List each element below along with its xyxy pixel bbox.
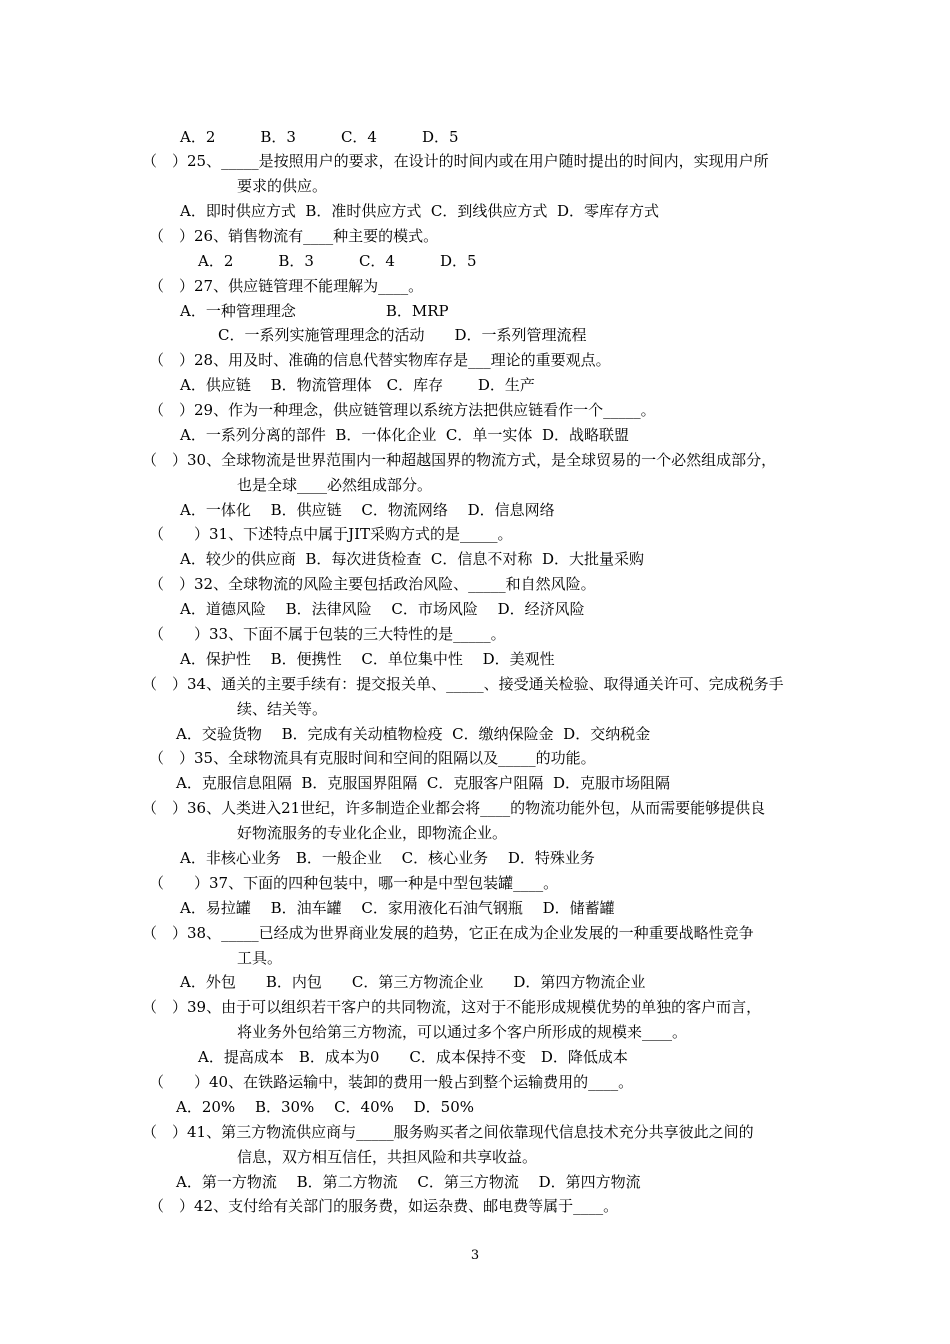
text-line: 信息，双方相互信任，共担风险和共享收益。 xyxy=(237,1148,538,1166)
text-line: A．提高成本 B．成本为0 C．成本保持不变 D．降低成本 xyxy=(198,1048,628,1066)
text-line: （ ）29、作为一种理念，供应链管理以系统方法把供应链看作一个_____。 xyxy=(149,401,656,419)
text-line: A．一种管理理念 B．MRP xyxy=(180,302,449,320)
text-line: 要求的供应。 xyxy=(237,177,328,195)
text-line: （ ）37、下面的四种包装中，哪一种是中型包装罐____。 xyxy=(149,874,559,892)
text-line: （ ）36、人类进入21世纪，许多制造企业都会将____的物流功能外包，从而需要能够提供良 xyxy=(142,799,766,817)
text-line: （ ）38、_____已经成为世界商业发展的趋势，它正在成为企业发展的一种重要战略性竞争 xyxy=(142,924,754,942)
text-line: C．一系列实施管理理念的活动 D．一系列管理流程 xyxy=(218,326,587,344)
text-line: （ ）39、由于可以组织若干客户的共同物流，这对于不能形成规模优势的单独的客户而言， xyxy=(142,998,762,1016)
text-line: 续、结关等。 xyxy=(237,700,328,718)
text-line: A．2 B．3 C．4 D．5 xyxy=(180,128,459,146)
text-line: A．克服信息阻隔 B．克服国界阻隔 C．克服客户阻隔 D．克服市场阻隔 xyxy=(176,774,670,792)
text-line: A．第一方物流 B．第二方物流 C．第三方物流 D．第四方物流 xyxy=(176,1173,641,1191)
text-line: A．易拉罐 B．油车罐 C．家用液化石油气钢瓶 D．储蓄罐 xyxy=(180,899,615,917)
text-line: A．供应链 B．物流管理体 C．库存 D．生产 xyxy=(180,376,535,394)
text-line: （ ）40、在铁路运输中，装卸的费用一般占到整个运输费用的____。 xyxy=(149,1073,634,1091)
text-line: （ ）27、供应链管理不能理解为____。 xyxy=(149,277,424,295)
text-line: A．20% B．30% C．40% D．50% xyxy=(176,1098,475,1116)
text-line: （ ）35、全球物流具有克服时间和空间的阻隔以及_____的功能。 xyxy=(149,749,596,767)
text-line: 工具。 xyxy=(237,949,283,967)
text-line: （ ）33、下面不属于包装的三大特性的是_____。 xyxy=(149,625,506,643)
text-line: 好物流服务的专业化企业，即物流企业。 xyxy=(237,824,508,842)
text-line: （ ）28、用及时、准确的信息代替实物库存是___理论的重要观点。 xyxy=(149,351,611,369)
text-line: （ ）32、全球物流的风险主要包括政治风险、_____和自然风险。 xyxy=(149,575,596,593)
text-line: （ ）41、第三方物流供应商与_____服务购买者之间依靠现代信息技术充分共享彼此之间的 xyxy=(142,1123,754,1141)
text-line: （ ）31、下述特点中属于JIT采购方式的是_____。 xyxy=(149,525,513,543)
text-line: （ ）25、_____是按照用户的要求，在设计的时间内或在用户随时提出的时间内，实现用户所 xyxy=(142,152,769,170)
text-line: A．即时供应方式 B．准时供应方式 C．到线供应方式 D．零库存方式 xyxy=(180,202,659,220)
text-line: （ ）30、全球物流是世界范围内一种超越国界的物流方式，是全球贸易的一个必然组成部分， xyxy=(142,451,777,469)
text-line: A．2 B．3 C．4 D．5 xyxy=(198,252,477,270)
text-line: （ ）42、支付给有关部门的服务费，如运杂费、邮电费等属于____。 xyxy=(149,1197,619,1215)
text-line: A．一体化 B．供应链 C．物流网络 D．信息网络 xyxy=(180,501,555,519)
text-line: A．非核心业务 B．一般企业 C．核心业务 D．特殊业务 xyxy=(180,849,595,867)
text-line: A．外包 B．内包 C．第三方物流企业 D．第四方物流企业 xyxy=(180,973,646,991)
text-line: A．交验货物 B．完成有关动植物检疫 C．缴纳保险金 D．交纳税金 xyxy=(176,725,651,743)
text-line: A．道德风险 B．法律风险 C．市场风险 D．经济风险 xyxy=(180,600,585,618)
text-line: （ ）34、通关的主要手续有：提交报关单、_____、接受通关检验、取得通关许可、完成税务手 xyxy=(142,675,784,693)
page-number: 3 xyxy=(470,1248,480,1263)
text-line: （ ）26、销售物流有____种主要的模式。 xyxy=(149,227,439,245)
text-line: A．一系列分离的部件 B．一体化企业 C．单一实体 D．战略联盟 xyxy=(180,426,629,444)
text-line: A．保护性 B．便携性 C．单位集中性 D．美观性 xyxy=(180,650,555,668)
text-line: 将业务外包给第三方物流，可以通过多个客户所形成的规模来____。 xyxy=(237,1023,688,1041)
text-line: A．较少的供应商 B．每次进货检查 C．信息不对称 D．大批量采购 xyxy=(180,550,644,568)
text-line: 也是全球____必然组成部分。 xyxy=(237,476,433,494)
